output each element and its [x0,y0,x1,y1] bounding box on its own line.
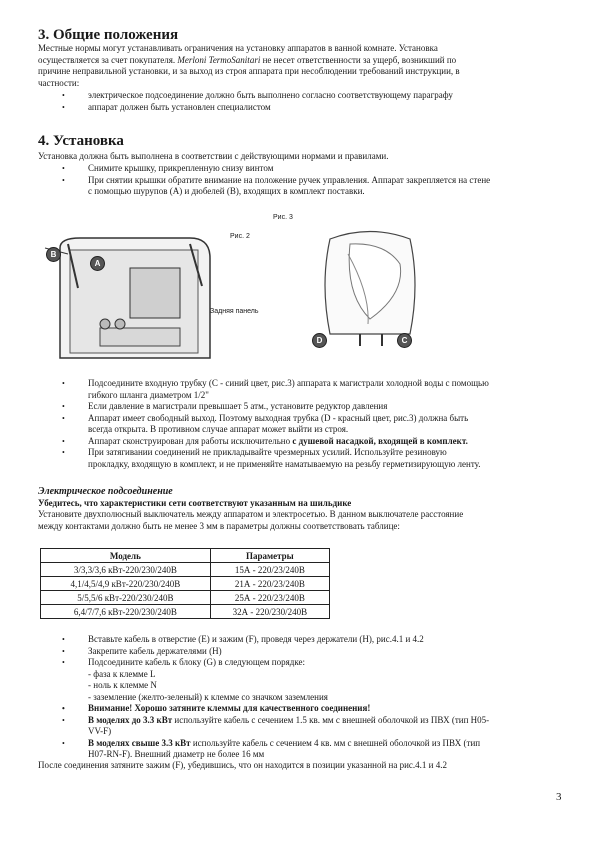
table-header-row [41,549,330,563]
list-item: • Подсоедините входную трубку (C - синий цвет, рис.3) аппарата к магистрали холодной воды с помощью гибкого шланга диаметром 1/2" [88,378,578,401]
list-item: • В моделях свыше 3.3 кВт используйте кабель с сечением 4 кв. мм с внешней оболочкой из ПВХ (тип H07-RN-F). Внешний диаметр не более 16 мм [88,738,578,761]
list-item: • Подсоедините кабель к блоку (G) в следующем порядке: [88,657,578,669]
table-row [41,577,330,591]
section-3-bullets [88,90,578,113]
section-3-text: Местные нормы могут устанавливать ограничения на установку аппаратов в ванной комнате. Установка осуществляется за счет покупателя. Merloni TermoSanitari не несет ответственности за ущерб, возникший по причине неправильной установки, и за выход из строя аппарата при несоблюдении требований инструкции, в частности: [38,43,460,88]
install-bullets [88,378,578,470]
table-cell: 5/5,5/6 кВт-220/230/240В [41,591,211,605]
electrical-warning: Убедитесь, что характеристики сети соответствуют указанным на шильдике [38,498,352,508]
list-item: • Вставьте кабель в отверстие (E) и зажим (F), проведя через держатели (H), рис.4.1 и 4.2 [88,634,578,646]
parameters-table [40,548,330,619]
list-item: • электрическое подсоединение должно быть выполнено согласно соответствующему параграфу [88,90,578,102]
table-cell: 21А - 220/23/240В [210,577,329,591]
table-row [41,605,330,619]
table-cell: 15А - 220/23/240В [210,563,329,577]
column-header: Параметры [210,549,329,563]
list-item: • аппарат должен быть установлен специалистом [88,102,578,114]
table-cell: 4,1/4,5/4,9 кВт-220/230/240В [41,577,211,591]
list-item: • Снимите крышку, прикрепленную снизу винтом [88,163,578,175]
list-item: • Закрепите кабель держателями (H) [88,646,578,658]
marker-d: D [312,333,327,348]
electrical-text: Установите двухполюсный выключатель между аппаратом и электросетью. В данном выключателе расстояние между контактами должно быть не менее 3 мм в параметры должны соответствовать таблице: [38,509,464,531]
back-panel-label: Задняя панель [210,308,259,315]
fig2-wall-mount-illustration [40,228,220,368]
electrical-heading: Электрическое подсоединение [38,486,173,497]
section-4-intro: Установка должна быть выполнена в соответствии с действующими нормами и правилами. [38,151,389,161]
marker-c: C [397,333,412,348]
section-4-title: 4. Установка [38,133,124,149]
wiring-neutral: - ноль к клемме N [88,680,157,690]
list-item: • Аппарат сконструирован для работы исключительно с душевой насадкой, входящей в комплект. [88,436,578,448]
list-item: • При затягивании соединений не прикладывайте чрезмерных усилий. Используйте резиновую прокладку, входящую в комплект, и не применяйте наматываемую на резьбу герметизирующую ленту. [88,447,578,470]
section-4-bullets [88,163,578,198]
brand-name: Merloni TermoSanitari [177,54,261,65]
column-header: Модель [41,549,211,563]
electrical-bullets [88,634,578,761]
section-3-title: 3. Общие положения [38,27,179,43]
wiring-phase: - фаза к клемме L [88,668,156,679]
table-cell: 6,4/7/7,6 кВт-220/230/240В [41,605,211,619]
list-item: • Аппарат имеет свободный выход. Поэтому выходная трубка (D - красный цвет, рис.3) должна быть всегда открыта. В противном случае аппарат может выйти из строя. [88,413,578,436]
list-item: • В моделях до 3.3 кВт используйте кабель с сечением 1.5 кв. мм с внешней оболочкой из ПВХ (тип H05- VV-F) [88,715,578,738]
table-row [41,563,330,577]
list-item: • Если давление в магистрали превышает 5 атм., установите редуктор давления [88,401,578,413]
table-row [41,591,330,605]
table-cell: 25А - 220/23/240В [210,591,329,605]
list-item: • Внимание! Хорошо затяните клеммы для качественного соединения! [88,703,578,715]
fig3-heater-illustration [310,224,430,352]
table-cell: 3/3,3/3,6 кВт-220/230/240В [41,563,211,577]
page-number: 3 [556,791,562,803]
list-item: • При снятии крышки обратите внимание на положение ручек управления. Аппарат закрепляется на стене с помощью шурупов (A) и дюбелей (B), входящих в комплект поставки. [88,175,578,198]
table-cell: 32А - 220/230/240В [210,605,329,619]
fig2-label: Рис. 2 [230,233,250,240]
final-note: После соединения затяните зажим (F), убедившись, что он находится в позиции указанной на рис.4.1 и 4.2 [38,760,447,770]
fig3-label: Рис. 3 [273,214,293,221]
wiring-ground: - заземление (желто-зеленый) к клемме со значком заземления [88,691,328,702]
marker-b: B [46,247,61,262]
marker-a: A [90,256,105,271]
